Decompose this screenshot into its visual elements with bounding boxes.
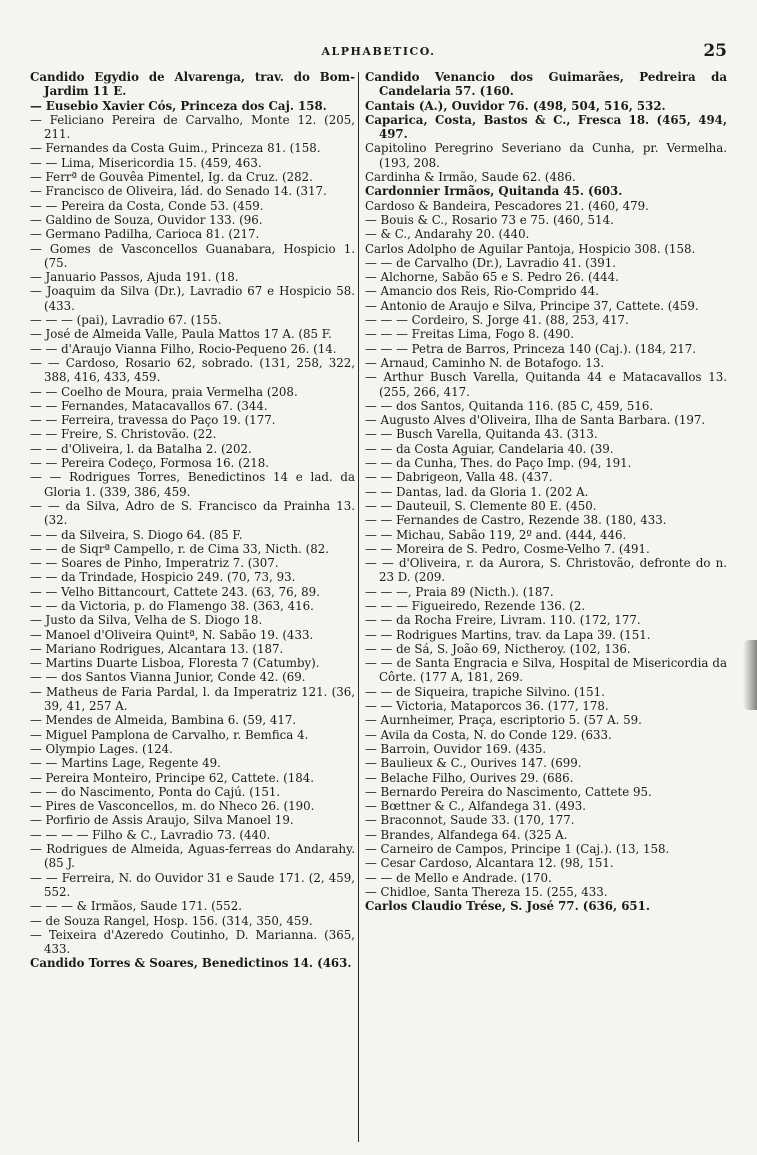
- directory-entry: — — Michau, Sabão 119, 2º and. (444, 446.: [365, 527, 627, 542]
- directory-entry: — Januario Passos, Ajuda 191. (18.: [30, 270, 239, 285]
- directory-entry: — Belache Filho, Ourives 29. (686.: [365, 770, 574, 785]
- directory-entry: — Augusto Alves d'Oliveira, Ilha de Santa Barbara. (197.: [365, 413, 706, 428]
- directory-entry: Caparica, Costa, Bastos & C., Fresca 18. (465, 494, 497.: [365, 112, 727, 142]
- directory-entry: — — da Cunha, Thes. do Paço Imp. (94, 191.: [365, 456, 632, 471]
- directory-entry: — Cesar Cardoso, Alcantara 12. (98, 151.: [365, 856, 614, 871]
- directory-entry: Cardonnier Irmãos, Quitanda 45. (603.: [365, 184, 623, 199]
- directory-entry: — — do Nascimento, Ponta do Cajú. (151.: [30, 784, 281, 799]
- directory-entry: — — Coelho de Moura, praia Vermelha (208.: [30, 384, 298, 399]
- directory-entry: — Feliciano Pereira de Carvalho, Monte 12. (205, 211.: [30, 112, 355, 142]
- directory-entry: — Barroin, Ouvidor 169. (435.: [365, 741, 547, 756]
- directory-entry: — — de Siqrª Campello, r. de Cima 33, Nicth. (82.: [30, 541, 330, 556]
- directory-entry: — — — (pai), Lavradio 67. (155.: [30, 313, 222, 328]
- directory-entry: — — Rodrigues Martins, trav. da Lapa 39. (151.: [365, 627, 651, 642]
- right-column: [365, 70, 727, 1150]
- directory-entry: — — Busch Varella, Quitanda 43. (313.: [365, 427, 598, 442]
- directory-entry: Cardinha & Irmão, Saude 62. (486.: [365, 170, 576, 185]
- directory-entry: — — Victoria, Mataporcos 36. (177, 178.: [365, 699, 609, 714]
- directory-entry: — José de Almeida Valle, Paula Mattos 17 A. (85 F.: [30, 327, 332, 342]
- directory-entry: — — de Carvalho (Dr.), Lavradio 41. (391.: [365, 255, 617, 270]
- directory-entry: — — Pereira da Costa, Conde 53. (459.: [30, 198, 264, 213]
- directory-entry: — Fernandes da Costa Guim., Princeza 81. (158.: [30, 141, 321, 156]
- directory-entry: — — — Cordeiro, S. Jorge 41. (88, 253, 417.: [365, 313, 629, 328]
- directory-entry: — Aurnheimer, Praça, escriptorio 5. (57 A. 59.: [365, 713, 642, 728]
- directory-entry: — — d'Oliveira, r. da Aurora, S. Christovão, defronte do n. 23 D. (209.: [365, 556, 727, 585]
- directory-entry: — Teixeira d'Azeredo Coutinho, D. Marianna. (365, 433.: [30, 927, 355, 957]
- directory-entry: — — Fernandes de Castro, Rezende 38. (180, 433.: [365, 513, 667, 528]
- directory-entry: — Bernardo Pereira do Nascimento, Cattete 95.: [365, 784, 652, 799]
- directory-entry: — Gomes de Vasconcellos Guanabara, Hospicio 1. (75.: [30, 241, 355, 270]
- directory-entry: — — da Silva, Adro de S. Francisco da Prainha 13. (32.: [30, 498, 355, 528]
- directory-entry: — Amancio dos Reis, Rio-Comprido 44.: [365, 284, 599, 299]
- directory-entry: — — Freire, S. Christovão. (22.: [30, 427, 217, 442]
- directory-entry: — — dos Santos, Quitanda 116. (85 C, 459, 516.: [365, 398, 654, 413]
- directory-entry: — — Moreira de S. Pedro, Cosme-Velho 7. (491.: [365, 541, 650, 556]
- directory-entry: — Mendes de Almeida, Bambina 6. (59, 417.: [30, 713, 297, 728]
- directory-entry: — — da Costa Aguiar, Candelaria 40. (39.: [365, 441, 614, 456]
- directory-entry: — Arthur Busch Varella, Quitanda 44 e Matacavallos 13. (255, 266, 417.: [365, 370, 727, 399]
- directory-entry: — — Ferreira, N. do Ouvidor 31 e Saude 171. (2, 459, 552.: [30, 870, 355, 899]
- directory-entry: — & C., Andarahy 20. (440.: [365, 227, 530, 242]
- directory-entry: Carlos Claudio Trése, S. José 77. (636, 651.: [365, 899, 650, 914]
- directory-entry: — — Dauteuil, S. Clemente 80 E. (450.: [365, 498, 597, 513]
- directory-entry: — — Fernandes, Matacavallos 67. (344.: [30, 398, 268, 413]
- directory-entry: — Pires de Vasconcellos, m. do Nheco 26. (190.: [30, 799, 315, 814]
- directory-entry: — — Cardoso, Rosario 62, sobrado. (131, 258, 322, 388, 416, 433, 459.: [30, 355, 355, 385]
- directory-entry: — — Rodrigues Torres, Benedictinos 14 e lad. da Gloria 1. (339, 386, 459.: [30, 470, 355, 499]
- directory-entry: — Galdino de Souza, Ouvidor 133. (96.: [30, 212, 263, 227]
- directory-entry: — — da Silveira, S. Diogo 64. (85 F.: [30, 527, 243, 542]
- directory-entry: Carlos Adolpho de Aguilar Pantoja, Hospicio 308. (158.: [365, 241, 696, 256]
- directory-entry: — — da Trindade, Hospicio 249. (70, 73, 93.: [30, 570, 296, 585]
- directory-entry: — Pereira Monteiro, Principe 62, Cattete. (184.: [30, 770, 315, 785]
- directory-entry: — — dos Santos Vianna Junior, Conde 42. (69.: [30, 670, 306, 685]
- directory-entry: — Bouis & C., Rosario 73 e 75. (460, 514.: [365, 212, 614, 227]
- directory-entry: — Miguel Pamplona de Carvalho, r. Bemfica 4.: [30, 727, 309, 742]
- column-divider: [358, 72, 359, 1142]
- directory-entry: — Antonio de Araujo e Silva, Principe 37, Cattete. (459.: [365, 298, 699, 313]
- directory-entry: — Bœttner & C., Alfandega 31. (493.: [365, 799, 586, 814]
- page-edge-smudge: [743, 640, 757, 710]
- directory-entry: — — Dabrigeon, Valla 48. (437.: [365, 470, 553, 485]
- directory-entry: — — — & Irmãos, Saude 171. (552.: [30, 899, 242, 914]
- directory-entry: — Alchorne, Sabão 65 e S. Pedro 26. (444.: [365, 270, 619, 285]
- directory-entry: — — Dantas, lad. da Gloria 1. (202 A.: [365, 484, 589, 499]
- directory-entry: — — — — Filho & C., Lavradio 73. (440.: [30, 827, 271, 842]
- directory-entry: — Avila da Costa, N. do Conde 129. (633.: [365, 727, 612, 742]
- left-column: [30, 70, 355, 1150]
- directory-entry: — Manoel d'Oliveira Quintª, N. Sabão 19. (433.: [30, 627, 314, 642]
- directory-entry: — — Soares de Pinho, Imperatriz 7. (307.: [30, 556, 279, 571]
- directory-entry: — Eusebio Xavier Cós, Princeza dos Caj. 158.: [30, 98, 327, 113]
- directory-entry: — — Martins Lage, Regente 49.: [30, 756, 221, 771]
- directory-entry: — — d'Oliveira, l. da Batalha 2. (202.: [30, 441, 252, 456]
- directory-entry: — Baulieux & C., Ourives 147. (699.: [365, 756, 582, 771]
- directory-entry: — — de Santa Engracia e Silva, Hospital de Misericordia da Côrte. (177 A, 181, 269.: [365, 656, 727, 685]
- directory-entry: — Carneiro de Campos, Principe 1 (Caj.). (13, 158.: [365, 842, 670, 857]
- directory-entry: — — Velho Bittancourt, Cattete 243. (63, 76, 89.: [30, 584, 320, 599]
- running-title: ALPHABETICO.: [321, 45, 436, 58]
- directory-entry: — Olympio Lages. (124.: [30, 741, 173, 756]
- directory-entry: — — Ferreira, travessa do Paço 19. (177.: [30, 413, 276, 428]
- directory-entry: — Germano Padilha, Carioca 81. (217.: [30, 227, 260, 242]
- directory-entry: — Braconnot, Saude 33. (170, 177.: [365, 813, 575, 828]
- directory-entry: Cardoso & Bandeira, Pescadores 21. (460, 479.: [365, 198, 649, 213]
- directory-entry: — Brandes, Alfandega 64. (325 A.: [365, 827, 568, 842]
- directory-entry: — Chidloe, Santa Thereza 15. (255, 433.: [365, 884, 608, 899]
- directory-entry: — Rodrigues de Almeida, Aguas-ferreas do Andarahy. (85 J.: [30, 842, 355, 871]
- directory-entry: — Joaquim da Silva (Dr.), Lavradio 67 e Hospicio 58. (433.: [30, 284, 355, 313]
- directory-entry: — Mariano Rodrigues, Alcantara 13. (187.: [30, 641, 284, 656]
- directory-entry: — — — Figueiredo, Rezende 136. (2.: [365, 598, 586, 613]
- directory-entry: Capitolino Peregrino Severiano da Cunha, pr. Vermelha. (193, 208.: [365, 141, 727, 170]
- directory-entry: — Martins Duarte Lisboa, Floresta 7 (Catumby).: [30, 656, 320, 671]
- directory-entry: Cantais (A.), Ouvidor 76. (498, 504, 516, 532.: [365, 98, 666, 113]
- directory-entry: — Justo da Silva, Velha de S. Diogo 18.: [30, 613, 263, 628]
- directory-entry: — Porfirio de Assis Araujo, Silva Manoel 19.: [30, 813, 294, 828]
- directory-entry: — — —, Praia 89 (Nicth.). (187.: [365, 584, 554, 599]
- directory-entry: — Matheus de Faria Pardal, l. da Imperatriz 121. (36, 39, 41, 257 A.: [30, 684, 355, 714]
- directory-entry: — — de Sá, S. João 69, Nictheroy. (102, 136.: [365, 641, 631, 656]
- directory-entry: — — Pereira Codeço, Formosa 16. (218.: [30, 456, 269, 471]
- directory-entry: Candido Egydio de Alvarenga, trav. do Bom-Jardim 11 E.: [30, 70, 355, 99]
- directory-entry: — Ferrª de Gouvêa Pimentel, Ig. da Cruz. (282.: [30, 170, 313, 185]
- directory-entry: — — — Petra de Barros, Princeza 140 (Caj.). (184, 217.: [365, 341, 696, 356]
- directory-entry: Candido Torres & Soares, Benedictinos 14. (463.: [30, 956, 352, 971]
- page-header: [0, 41, 757, 65]
- directory-entry: — Francisco de Oliveira, lád. do Senado 14. (317.: [30, 184, 327, 199]
- directory-entry: — — de Siqueira, trapiche Silvino. (151.: [365, 684, 605, 699]
- directory-entry: — — de Mello e Andrade. (170.: [365, 870, 552, 885]
- directory-entry: — — da Rocha Freire, Livram. 110. (172, 177.: [365, 613, 641, 628]
- directory-entry: — — Lima, Misericordia 15. (459, 463.: [30, 155, 262, 170]
- directory-entry: — — da Victoria, p. do Flamengo 38. (363, 416.: [30, 598, 314, 613]
- directory-entry: Candido Venancio dos Guimarães, Pedreira da Candelaria 57. (160.: [365, 70, 727, 99]
- directory-entry: — — — Freitas Lima, Fogo 8. (490.: [365, 327, 575, 342]
- page-number: 25: [703, 41, 727, 61]
- directory-entry: — — d'Araujo Vianna Filho, Rocio-Pequeno 26. (14.: [30, 341, 337, 356]
- directory-entry: — de Souza Rangel, Hosp. 156. (314, 350, 459.: [30, 913, 313, 928]
- directory-entry: — Arnaud, Caminho N. de Botafogo. 13.: [365, 355, 605, 370]
